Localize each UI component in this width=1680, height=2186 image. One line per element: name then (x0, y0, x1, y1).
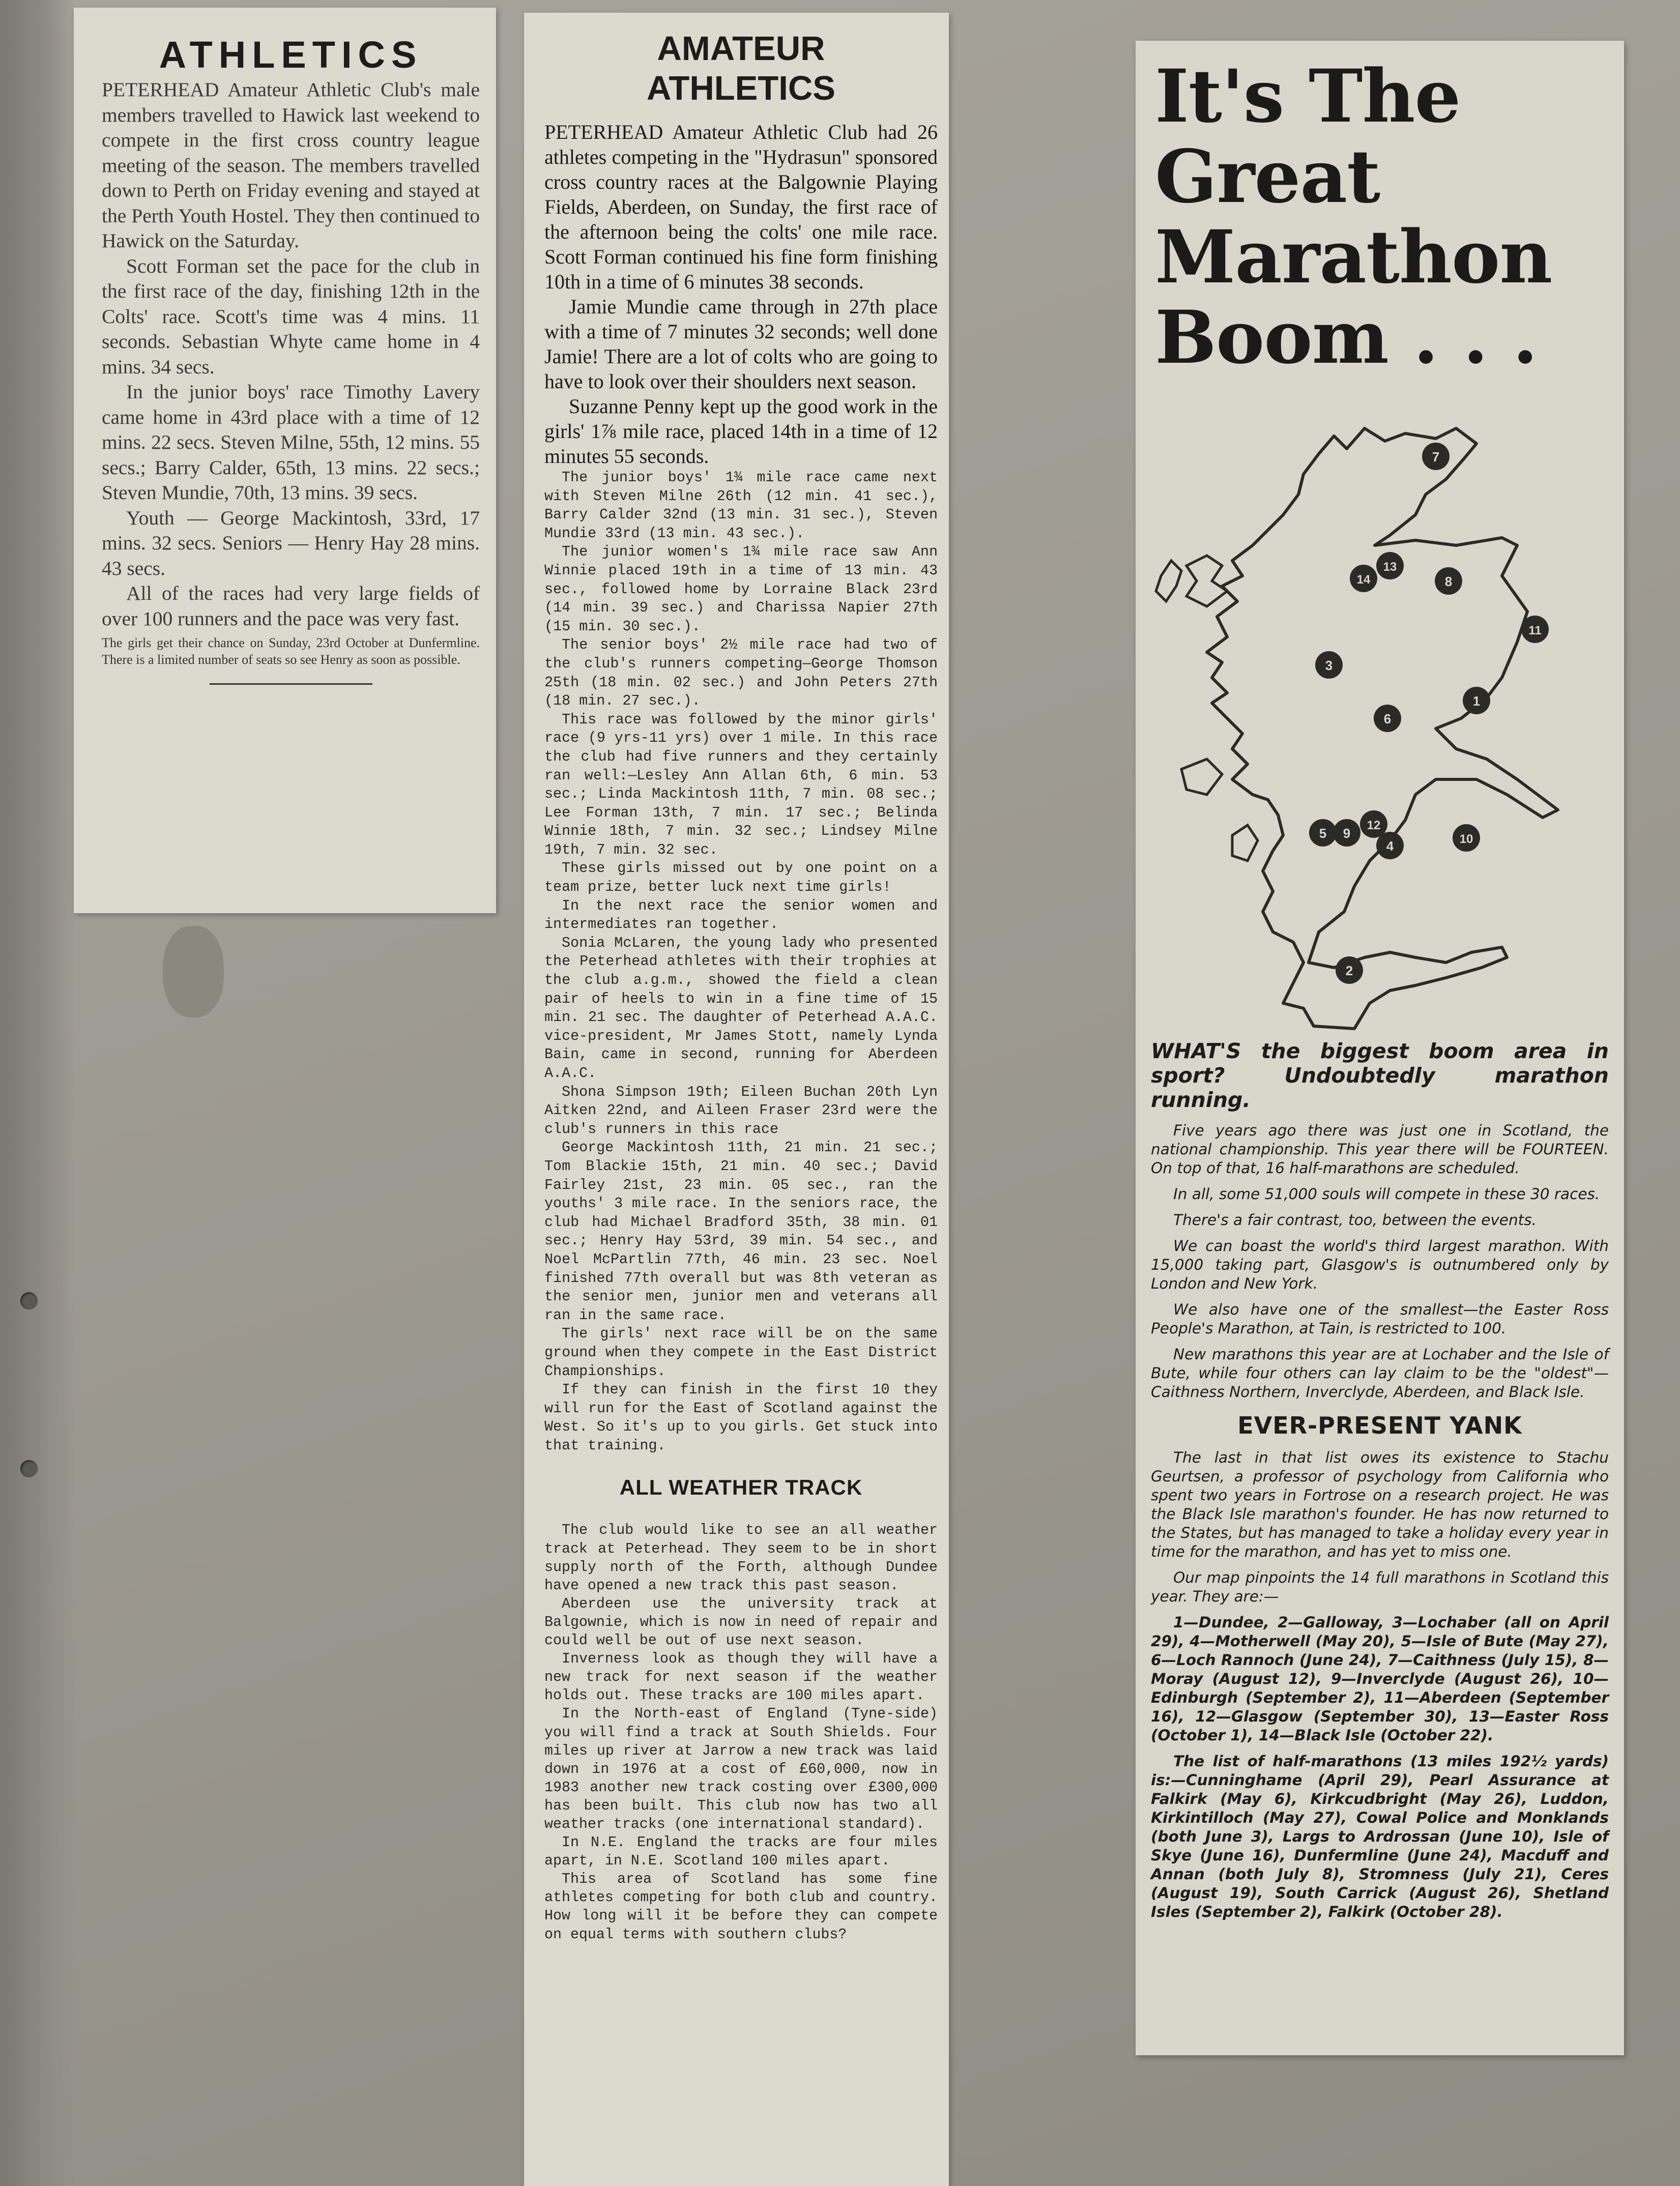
lead-paragraph-3: Suzanne Penny kept up the good work in the girls' 1⅞ mile race, placed 14th in a time of 12 minutes 55 seconds. (544, 395, 938, 468)
marathon-paragraph-8: Our map pinpoints the 14 full marathons in Scotland this year. They are:— (1151, 1569, 1609, 1605)
marker-3-label: 3 (1325, 658, 1333, 673)
athletics-paragraph-1: PETERHEAD Amateur Athletic Club's male members travelled to Hawick last weekend to compete in the first cross country league meeting of the season. The members travelled down to Perth on Friday evening and stayed at the Perth Youth Hostel. They then continued to Hawick on the Saturday. (102, 78, 480, 252)
marathon-paragraph-4: We can boast the world's third largest marathon. With 15,000 taking part, Glasgow's is outnumbered only by London and New York. (1151, 1237, 1609, 1292)
result-paragraph-3: The senior boys' 2½ mile race had two of the club's runners competing—George Thomson 25th (18 min. 02 sec.) and John Peters 27th (18 min. 27 sec.). (544, 636, 938, 710)
marker-8-moray (1435, 567, 1462, 595)
marathon-list-full: 1—Dundee, 2—Galloway, 3—Lochaber (all on April 29), 4—Motherwell (May 20), 5—Isle of Bute (May 27), 6—Loch Rannoch (June 24), 7—Caithness (July 15), 8—Moray (August 12), 9—Inverclyde (August 26), 10—Edinburgh (September 2), 11—Aberdeen (September 16), 12—Glasgow (September 30), 13—Easter Ross (October 1), 14—Black Isle (October 22). (1151, 1614, 1609, 1744)
marker-8-label: 8 (1444, 574, 1453, 589)
island-skye (1186, 556, 1227, 606)
marker-12-glasgow (1360, 810, 1387, 838)
scotland-marathon-map (1151, 393, 1609, 1034)
scrapbook-page-fold (0, 0, 76, 2186)
track-paragraphs (544, 1521, 938, 1943)
result-paragraph-1: The junior boys' 1¾ mile race came next with Steven Milne 26th (12 min. 41 sec.), Barry Calder 32nd (13 min. 31 sec.), Steven Mundie 33rd (13 min. 43 sec.). (544, 469, 938, 542)
marker-4-label: 4 (1386, 838, 1394, 854)
marathon-list-half: The list of half-marathons (13 miles 192½ yards) is:—Cunninghame (April 29), Pearl Assurance at Falkirk (May 6), Kirkcudbright (May 26), Luddon, Kirkintilloch (May 27), Cowal Police and Monklands (both June 3), Largs to Ardrossan (June 10), Isle of Skye (June 16), Dunfermline (June 24), Macduff and Annan (both July 8), Stromness (July 21), Ceres (August 19), South Carrick (August 26), Shetland Isles (September 2), Falkirk (October 28). (1151, 1753, 1609, 1920)
paper-stain (163, 926, 224, 1017)
marker-5-isle-of-bute (1309, 819, 1337, 847)
marker-6-loch-rannoch (1374, 705, 1401, 732)
marker-10-label: 10 (1459, 832, 1473, 846)
heading-line-2: ATHLETICS (647, 69, 835, 107)
marathon-paragraph-1: Five years ago there was just one in Scotland, the national championship. This year there will be FOURTEEN. On top of that, 16 half-marathons are scheduled. (1151, 1122, 1609, 1177)
marker-13-easter-ross (1376, 552, 1404, 579)
track-paragraph-4: In the North-east of England (Tyne-side) you will find a track at South Shields. Four miles up river at Jarrow a new track was laid down in 1976 at a cost of £60,000, now in 1983 another new track costing over £300,000 has been built. This club now has two all weather tracks (one international standard). (544, 1706, 938, 1832)
island-mull (1181, 759, 1222, 795)
marker-10-edinburgh (1453, 824, 1480, 852)
marathon-boom-clipping (1136, 41, 1624, 2055)
marker-13-label: 13 (1383, 560, 1397, 574)
race-results (544, 469, 938, 1455)
result-paragraph-10: The girls' next race will be on the same ground when they compete in the East District Championships. (544, 1325, 938, 1380)
result-paragraph-8: Shona Simpson 19th; Eileen Buchan 20th Lyn Aitken 22nd, and Aileen Fraser 23rd were the club's runners in this race (544, 1083, 938, 1138)
result-paragraph-7: Sonia McLaren, the young lady who presented the Peterhead athletes with their trophies at the club a.g.m., showed the field a clean pair of heels to win in a fine time of 15 min. 21 sec. The daughter of Peterhead A.A.C. vice-president, Mr James Stott, namely Lynda Bain, came in second, running for Aberdeen A.A.C. (544, 934, 938, 1082)
athletics-paragraph-2: Scott Forman set the pace for the club in the first race of the day, finishing 12th in the Colts' race. Scott's time was 4 mins. 11 seconds. Sebastian Whyte came home in 4 mins. 34 secs. (102, 254, 480, 378)
result-paragraph-2: The junior women's 1¾ mile race saw Ann Winnie placed 19th in a time of 13 min. 43 sec., followed home by Lorraine Black 23rd (14 min. 39 sec.) and Charissa Napier 27th (15 min. 30 sec.). (544, 543, 938, 635)
island-arran (1232, 825, 1258, 861)
marker-14-label: 14 (1356, 573, 1371, 587)
track-paragraph-2: Aberdeen use the university track at Balgownie, which is now in need of repair and could well be out of use next season. (544, 1595, 938, 1649)
marathon-body-2 (1151, 1448, 1609, 1921)
marker-9-inverclyde (1333, 819, 1360, 847)
athletics-heading: ATHLETICS (159, 34, 423, 76)
marathon-paragraph-2: In all, some 51,000 souls will compete in these 30 races. (1173, 1185, 1600, 1203)
athletics-note: The girls get their chance on Sunday, 23rd October at Dunfermline. There is a limited number of seats so see Henry as soon as possible. (102, 635, 480, 667)
result-paragraph-4: This race was followed by the minor girls' race (9 yrs-11 yrs) over 1 mile. In this race the club had five runners and they certainly ran well:—Lesley Ann Allan 6th, 6 min. 53 sec.; Linda Mackintosh 11th, 7 min. 08 sec.; Lee Forman 13th, 7 min. 17 sec.; Belinda Winnie 18th, 7 min. 32 sec.; Lindsey Milne 19th, 7 min. 32 sec. (544, 711, 938, 858)
lead-paragraph-1: PETERHEAD Amateur Athletic Club had 26 athletes competing in the "Hydrasun" sponsored cross country races at the Balgownie Playing Fields, Aberdeen, on Sunday, the first race of the afternoon being the colts' one mile race. Scott Forman continued his fine form finishing 10th in a time of 6 minutes 38 seconds. (544, 121, 938, 293)
athletics-clipping (74, 8, 496, 913)
marathon-headline (1155, 53, 1609, 380)
track-paragraph-5: In N.E. England the tracks are four miles apart, in N.E. Scotland 100 miles apart. (544, 1834, 938, 1870)
marker-1-dundee (1463, 687, 1490, 714)
binding-hole-top (20, 1292, 38, 1309)
marathon-paragraph-5: We also have one of the smallest—the Easter Ross People's Marathon, at Tain, is restricted to 100. (1151, 1301, 1609, 1337)
athletics-body (102, 77, 480, 631)
result-paragraph-6: In the next race the senior women and intermediates ran together. (544, 897, 938, 933)
amateur-athletics-heading (544, 29, 938, 108)
marker-14-black-isle (1350, 565, 1377, 592)
athletics-paragraph-3: In the junior boys' race Timothy Lavery came home in 43rd place with a time of 12 mins. 22 secs. Steven Milne, 55th, 12 mins. 55 secs.; Barry Calder, 65th, 13 mins. 22 secs.; Steven Mundie, 70th, 13 mins. 39 secs. (102, 381, 480, 504)
marker-11-label: 11 (1528, 624, 1542, 637)
headline-line-3: Marathon (1155, 214, 1552, 300)
headline-line-2: Great (1155, 134, 1380, 219)
marker-1-label: 1 (1472, 693, 1481, 709)
heading-line-1: AMATEUR (657, 30, 825, 68)
amateur-athletics-clipping (524, 13, 949, 2186)
marker-5-label: 5 (1319, 826, 1327, 841)
marker-3-lochaber (1315, 651, 1343, 679)
marker-2-galloway (1336, 956, 1363, 984)
track-paragraph-1: The club would like to see an all weather track at Peterhead. They seem to be in short supply north of the Forth, although Dundee have opened a new track this past season. (544, 1522, 938, 1594)
headline-line-1: It's The (1155, 53, 1461, 139)
marathon-paragraph-7: The last in that list owes its existence to Stachu Geurtsen, a professor of psychology from California who spent two years in Fortrose on a research project. He was the Black Isle marathon's founder. He has now returned to the States, but has managed to take a holiday every year in time for the marathon, and has yet to miss one. (1151, 1449, 1609, 1560)
athletics-paragraph-4: Youth — George Mackintosh, 33rd, 17 mins. 32 secs. Seniors — Henry Hay 28 mins. 43 secs. (102, 506, 480, 579)
island-hebrides (1156, 561, 1181, 601)
marathon-lede: WHAT'S the biggest boom area in sport? Undoubtedly marathon running. (1151, 1039, 1609, 1112)
article-end-rule (210, 683, 372, 685)
marker-6-label: 6 (1383, 711, 1392, 726)
athletics-paragraph-5: All of the races had very large fields of over 100 runners and the pace was very fast. (102, 582, 480, 630)
marker-7-label: 7 (1432, 449, 1440, 464)
marker-7-caithness (1422, 443, 1450, 470)
lead-paragraph-2: Jamie Mundie came through in 27th place with a time of 7 minutes 32 seconds; well done Jamie! There are a lot of colts who are going to have to look over their shoulders next season. (544, 295, 938, 393)
marker-9-label: 9 (1343, 826, 1351, 841)
marker-2-label: 2 (1345, 963, 1353, 978)
marathon-paragraph-6: New marathons this year are at Lochaber and the Isle of Bute, while four others can lay claim to be the "oldest"—Caithness Northern, Inverclyde, Aberdeen, and Black Isle. (1151, 1346, 1609, 1401)
binding-hole-bottom (20, 1460, 38, 1477)
marker-12-label: 12 (1367, 819, 1381, 832)
all-weather-track-subheading: ALL WEATHER TRACK (619, 1475, 863, 1500)
result-paragraph-5: These girls missed out by one point on a team prize, better luck next time girls! (544, 860, 938, 896)
result-paragraph-11: If they can finish in the first 10 they will run for the East of Scotland against the West. So it's up to you girls. Get stuck into that training. (544, 1381, 938, 1454)
marathon-paragraph-3: There's a fair contrast, too, between the events. (1173, 1211, 1537, 1229)
track-paragraph-6: This area of Scotland has some fine athletes competing for both club and country. How long will it be before they can compete on equal terms with southern clubs? (544, 1871, 938, 1943)
track-paragraph-3: Inverness look as though they will have a new track for next season if the weather holds out. These tracks are 100 miles apart. (544, 1651, 938, 1704)
marker-11-aberdeen (1521, 616, 1549, 643)
lead-paragraphs (544, 120, 938, 469)
result-paragraph-9: George Mackintosh 11th, 21 min. 21 sec.; Tom Blackie 15th, 21 min. 40 sec.; David Fairley 21st, 23 min. 05 sec., ran the youths' 3 mile race. In the seniors race, the club had Michael Bradford 35th, 38 min. 01 sec.; Henry Hay 53rd, 39 min. 54 sec., and Noel McPartlin 77th, 46 min. 23 sec. Noel finished 77th overall but was 8th veteran as the senior men, junior men and veterans all ran in the same race. (544, 1139, 938, 1324)
headline-line-4: Boom . . . (1155, 295, 1538, 380)
marathon-body (1151, 1121, 1609, 1402)
ever-present-yank-subheading: EVER-PRESENT YANK (1237, 1412, 1522, 1439)
